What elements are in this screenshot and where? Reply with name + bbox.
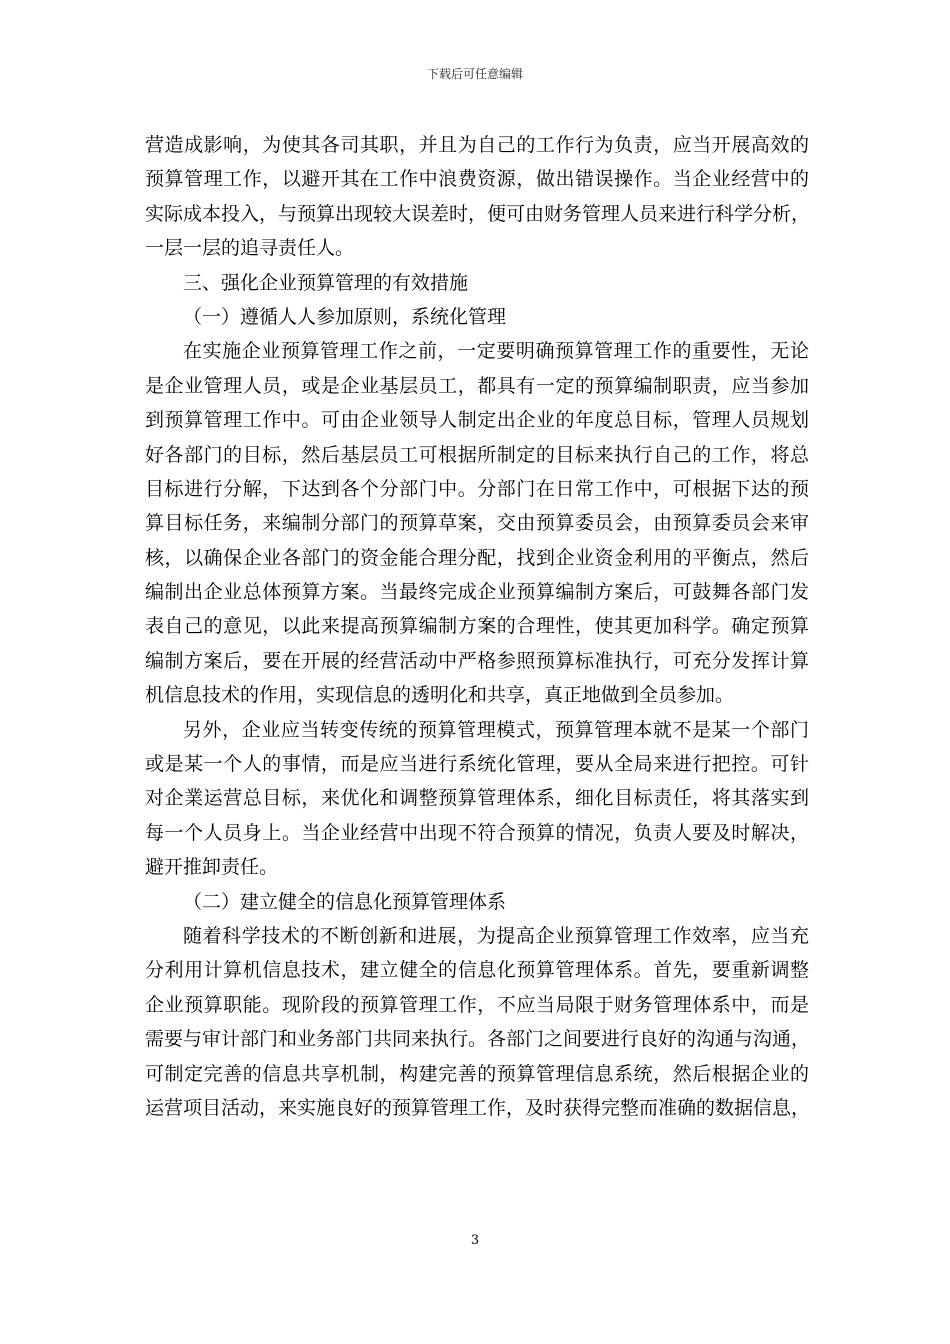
text-line: 另外，企业应当转变传统的预算管理模式，预算管理本就不是某一个部门 — [183, 718, 809, 741]
text-line: 在实施企业预算管理工作之前，一定要明确预算管理工作的重要性，无论 — [183, 340, 809, 363]
section-heading: 三、强化企业预算管理的有效措施 — [183, 271, 469, 294]
text-line: 实际成本投入，与预算出现较大误差时，便可由财务管理人员来进行科学分析， — [145, 202, 811, 225]
text-line: 或是某一个人的事情，而是应当进行系统化管理，要从全局来进行把控。可针 — [145, 753, 809, 776]
text-line: 营造成影响，为使其各司其职，并且为自己的工作行为负责，应当开展高效的 — [145, 134, 809, 156]
text-line: 分利用计算机信息技术，建立健全的信息化预算管理体系。首先，要重新调整 — [145, 959, 809, 982]
text-line: 需要与审计部门和业务部门共同来执行。各部门之间要进行良好的沟通与沟通， — [145, 1028, 811, 1051]
page-number: 3 — [470, 1233, 480, 1248]
text-line: 好各部门的目标，然后基层员工可根据所制定的目标来执行自己的工作，将总 — [145, 443, 809, 466]
text-line: 随着科学技术的不断创新和进展，为提高企业预算管理工作效率，应当充 — [183, 924, 809, 947]
document-body — [145, 128, 809, 1125]
text-line: 机信息技术的作用，实现信息的透明化和共享，真正地做到全员参加。 — [145, 684, 735, 707]
text-line: 企业预算职能。现阶段的预算管理工作，不应当局限于财务管理体系中，而是 — [145, 993, 809, 1016]
text-line: 核，以确保企业各部门的资金能合理分配，找到企业资金利用的平衡点，然后 — [145, 546, 809, 569]
text-line: 预算管理工作，以避开其在工作中浪费资源，做出错误操作。当企业经营中的 — [145, 168, 809, 191]
text-line: 编制方案后，要在开展的经营活动中严格参照预算标准执行，可充分发挥计算 — [145, 649, 809, 672]
text-line: 每一个人员身上。当企业经营中出现不符合预算的情况，负责人要及时解决， — [145, 821, 809, 844]
text-line: 到预算管理工作中。可由企业领导人制定出企业的年度总目标，管理人员规划 — [145, 409, 809, 432]
text-line: 是企业管理人员，或是企业基层员工，都具有一定的预算编制职责，应当参加 — [145, 374, 809, 397]
text-line: 可制定完善的信息共享机制，构建完善的预算管理信息系统，然后根据企业的 — [145, 1062, 809, 1085]
text-line: 对企業运营总目标，来优化和调整预算管理体系，细化目标责任，将其落实到 — [145, 787, 809, 810]
text-line: 一层一层的追寻责任人。 — [145, 237, 355, 260]
text-line: 表自己的意见，以此来提高预算编制方案的合理性，使其更加科学。确定预算 — [145, 615, 809, 638]
page-header: 下载后可任意编辑 — [426, 67, 523, 81]
subsection-heading: （二）建立健全的信息化预算管理体系 — [183, 890, 507, 913]
subsection-heading: （一）遵循人人参加原则，系统化管理 — [183, 305, 507, 328]
text-line: 避开推卸责任。 — [145, 856, 279, 879]
text-line: 运营项目活动，来实施良好的预算管理工作，及时获得完整而准确的数据信息， — [145, 1096, 811, 1119]
text-line: 目标进行分解，下达到各个分部门中。分部门在日常工作中，可根据下达的预 — [145, 477, 809, 500]
text-line: 算目标任务，来编制分部门的预算草案，交由预算委员会，由预算委员会来审 — [145, 512, 809, 535]
text-line: 编制出企业总体预算方案。当最终完成企业预算编制方案后，可鼓舞各部门发 — [145, 581, 809, 604]
